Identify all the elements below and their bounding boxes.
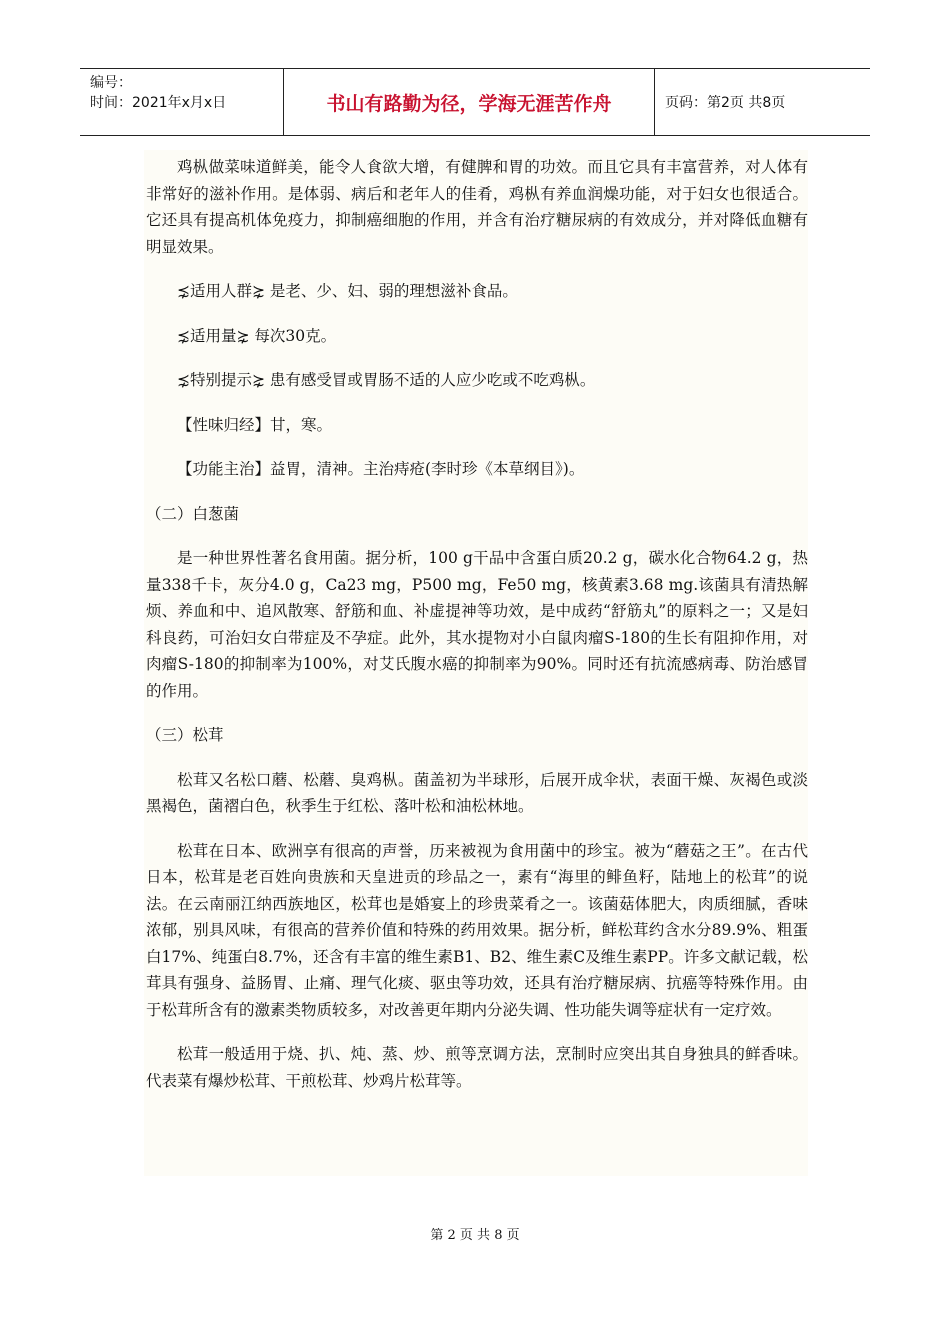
paragraph-songrong-value: 松茸在日本、欧洲享有很高的声誉，历来被视为食用菌中的珍宝。被为“蘑菇之王”。在古代日本，松茸是老百姓向贵族和天皇进贡的珍品之一，素有“海里的鲱鱼籽，陆地上的松茸”的说法。在云南丽江纳西族地区，松茸也是婚宴上的珍贵菜肴之一。该菌菇体肥大，肉质细腻，香味浓郁，别具风味，有很高的营养价值和特殊的药用效果。据分析，鲜松茸约含水分89.9%、粗蛋白17%、纯蛋白8.7%，还含有丰富的维生素B1、B2、维生素C及维生素PP。许多文献记载，松茸具有强身、益肠胃、止痛、理气化痰、驱虫等功效，还具有治疗糖尿病、抗癌等特殊作用。由于松茸所含有的激素类物质较多，对改善更年期内分泌失调、性功能失调等症状有一定疗效。 — [146, 841, 808, 1019]
paragraph-function: 【功能主治】益胃，清神。主治痔疮(李时珍《本草纲目》)。 — [177, 460, 585, 478]
motto: 书山有路勤为径，学海无涯苦作舟 — [283, 69, 655, 135]
paragraph-special-note: ⋨特别提示⋩ 患有感受冒或胃肠不适的人应少吃或不吃鸡枞。 — [177, 371, 596, 389]
document-body — [146, 150, 808, 1094]
time-label: 时间：2021年x月x日 — [90, 95, 227, 111]
paragraph-jizong-intro: 鸡枞做菜味道鲜美，能令人食欲大增，有健脾和胃的功效。而且它具有丰富营养，对人体有非常好的滋补作用。是体弱、病后和老年人的佳肴，鸡枞有养血润燥功能，对于妇女也很适合。它还具有提高机体免疫力，抑制癌细胞的作用，并含有治疗糖尿病的有效成分，并对降低血糖有明显效果。 — [146, 158, 808, 256]
number-label: 编号： — [90, 75, 132, 91]
header-meta — [80, 69, 283, 135]
paragraph-dosage: ⋨适用量⋩ 每次30克。 — [177, 326, 337, 345]
paragraph-baicong: 是一种世界性著名食用菌。据分析，100 g干品中含蛋白质20.2 g，碳水化合物64.2 g，热量338千卡，灰分4.0 g，Ca23 mg，P500 mg，Fe50 mg，核黄素3.68 mg.该菌具有清热解烦、养血和中、追风散寒、舒筋和血、补虚提神等功效，是中成药“舒筋丸”的原料之一；又是妇科良药，可治妇女白带症及不孕症。此外，其水提物对小白鼠肉瘤S-180的生长有阻抑作用，对肉瘤S-180的抑制率为100%，对艾氏腹水癌的抑制率为90%。同时还有抗流感病毒、防治感冒的作用。 — [146, 549, 808, 700]
paragraph-target-group: ⋨适用人群⋩ 是老、少、妇、弱的理想滋补食品。 — [177, 282, 518, 300]
paragraph-songrong-cooking: 松茸一般适用于烧、扒、炖、蒸、炒、煎等烹调方法，烹制时应突出其自身独具的鲜香味。代表菜有爆炒松茸、干煎松茸、炒鸡片松茸等。 — [146, 1045, 808, 1090]
page-label: 页码：第2页 共8页 — [665, 95, 786, 111]
section-heading-2: （二）白葱菌 — [146, 504, 240, 523]
paragraph-songrong-intro: 松茸又名松口蘑、松蘑、臭鸡枞。菌盖初为半球形，后展开成伞状，表面干燥、灰褐色或淡黑褐色，菌褶白色，秋季生于红松、落叶松和油松林地。 — [146, 770, 808, 815]
page-footer: 第 2 页 共 8 页 — [430, 1228, 520, 1243]
paragraph-nature: 【性味归经】甘，寒。 — [177, 415, 333, 434]
page-header — [80, 68, 870, 136]
section-heading-3: （三）松茸 — [146, 726, 224, 744]
